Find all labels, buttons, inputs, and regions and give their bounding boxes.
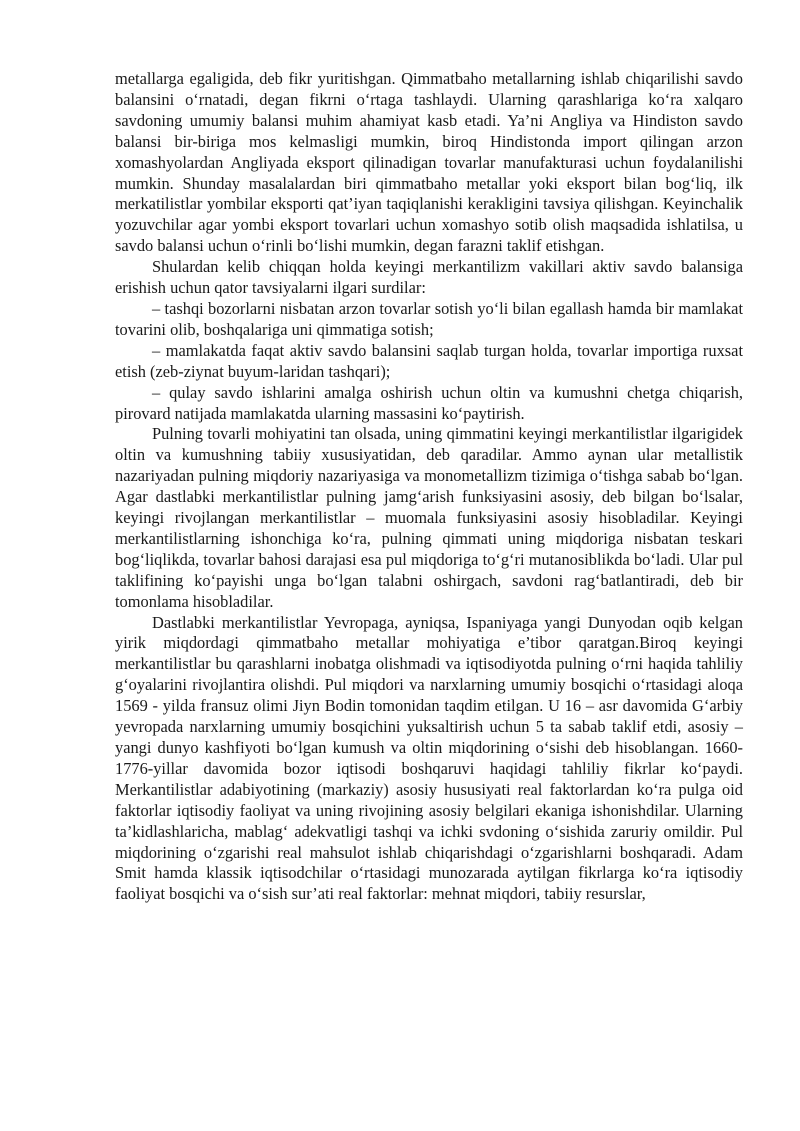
list-item-3: – qulay savdo ishlarini amalga oshirish uchun oltin va kumushni chetga chiqarish, pirovard natijada mamlakatda ularning massasini ko‘paytirish. — [115, 382, 743, 423]
list-item-2: – mamlakatda faqat aktiv savdo balansini saqlab turgan holda, tovarlar importiga ruxsat etish (zeb-ziynat buyum-laridan tashqari); — [115, 340, 743, 381]
paragraph-4: Dastlabki merkantilistlar Yevropaga, ayniqsa, Ispaniyaga yangi Dunyodan oqib kelgan yirik miqdordagi qimmatbaho metallar mohiyatiga e’tibor qaratgan.Biroq keyingi merkantilistlar bu qarashlarni inobatga olishmadi va iqtisodiyotda pulning o‘rni haqida tahliliy g‘oyalarini rivojlantira olishdi. Pul miqdori va narxlarning umumiy bosqichi o‘rtasidagi aloqa 1569 - yilda fransuz olimi Jiyn Bodin tomonidan taqdim etilgan. U 16 – asr davomida G‘arbiy yevropada narxlarning umumiy bosqichini yuksaltirish uchun 5 ta sabab taklif etdi, asosiy – yangi dunyo kashfiyoti bo‘lgan kumush va oltin miqdorining o‘sishi deb hisoblangan. 1660-1776-yillar davomida bozor iqtisodi boshqaruvi haqidagi tahliliy fikrlar ko‘paydi. Merkantilistlar adabiyotining (markaziy) asosiy hususiyati real faktorlardan ko‘ra pulga oid faktorlar iqtisodiy faoliyat va uning rivojining asosiy belgilari ekaniga ishonishdilar. Ularning ta’kidlashlaricha, mablag‘ adekvatligi tashqi va ichki svdoning o‘sishida zaruriy omildir. Pul miqdorining o‘zgarishi real mahsulot ishlab chiqarishdagi o‘zgarishlarni boshqaradi. Adam Smit hamda klassik iqtisodchilar o‘rtasidagi munozarada aytilgan fikrlarga ko‘ra iqtisodiy faoliyat bosqichi va o‘sish sur’ati real faktorlar: mehnat miqdori, tabiiy resurslar, — [115, 612, 743, 904]
document-page — [115, 69, 743, 905]
paragraph-1: metallarga egaligida, deb fikr yuritishgan. Qimmatbaho metallarning ishlab chiqarilishi savdo balansini o‘rnatadi, degan fikrni o‘rtaga tashlaydi. Ularning qarashlariga ko‘ra xalqaro savdoning umumiy balansi muhim ahamiyat kasb etadi. Ya’ni Angliya va Hindiston savdo balansi bir-biriga mos kelmasligi mumkin, biroq Hindistonda import qilingan arzon xomashyolardan Angliyada eksport qilinadigan tovarlar manufakturasi uchun foydalanilishi mumkin. Shunday masalalardan biri qimmatbaho metallar yoki eksport bilan bog‘liq, ilk merkatilistlar yombilar eksporti qat’iyan taqiqlanishi kerakligini tavsiya qilishgan. Keyinchalik yozuvchilar agar yombi eksport tovarlari uchun xomashyo sotib olish maqsadida ishlatilsa, u savdo balansi uchun o‘rinli bo‘lishi mumkin, degan farazni taklif etishgan. — [115, 69, 743, 256]
paragraph-2: Shulardan kelib chiqqan holda keyingi merkantilizm vakillari aktiv savdo balansiga erishish uchun qator tavsiyalarni ilgari surdilar: — [115, 257, 743, 298]
paragraph-3: Pulning tovarli mohiyatini tan olsada, uning qimmatini keyingi merkantilistlar ilgarigidek oltin va kumushning tabiiy xususiyatidan, deb qaradilar. Ammo aynan ular metallistik nazariyadan pulning miqdoriy nazariyasiga va monometallizm tizimiga o‘tishga sabab bo‘lgan. Agar dastlabki merkantilistlar pulning jamg‘arish funksiyasini asosiy, deb bilgan bo‘lsalar, keyingi rivojlangan merkantilistlar – muomala funksiyasini asosiy hisobladilar. Keyingi merkantilistlarning ishonchiga ko‘ra, pulning qimmati uning miqdoriga nisbatan teskari bog‘liqlikda, tovarlar bahosi darajasi esa pul miqdoriga to‘g‘ri mutanosiblikda bo‘ladi. Ular pul taklifining ko‘payishi unga bo‘lgan talabni oshirgach, savdoni rag‘batlantiradi, deb bir tomonlama hisobladilar. — [115, 424, 743, 611]
list-item-1: – tashqi bozorlarni nisbatan arzon tovarlar sotish yo‘li bilan egallash hamda bir mamlakat tovarini olib, boshqalariga uni qimmatiga sotish; — [115, 298, 743, 339]
